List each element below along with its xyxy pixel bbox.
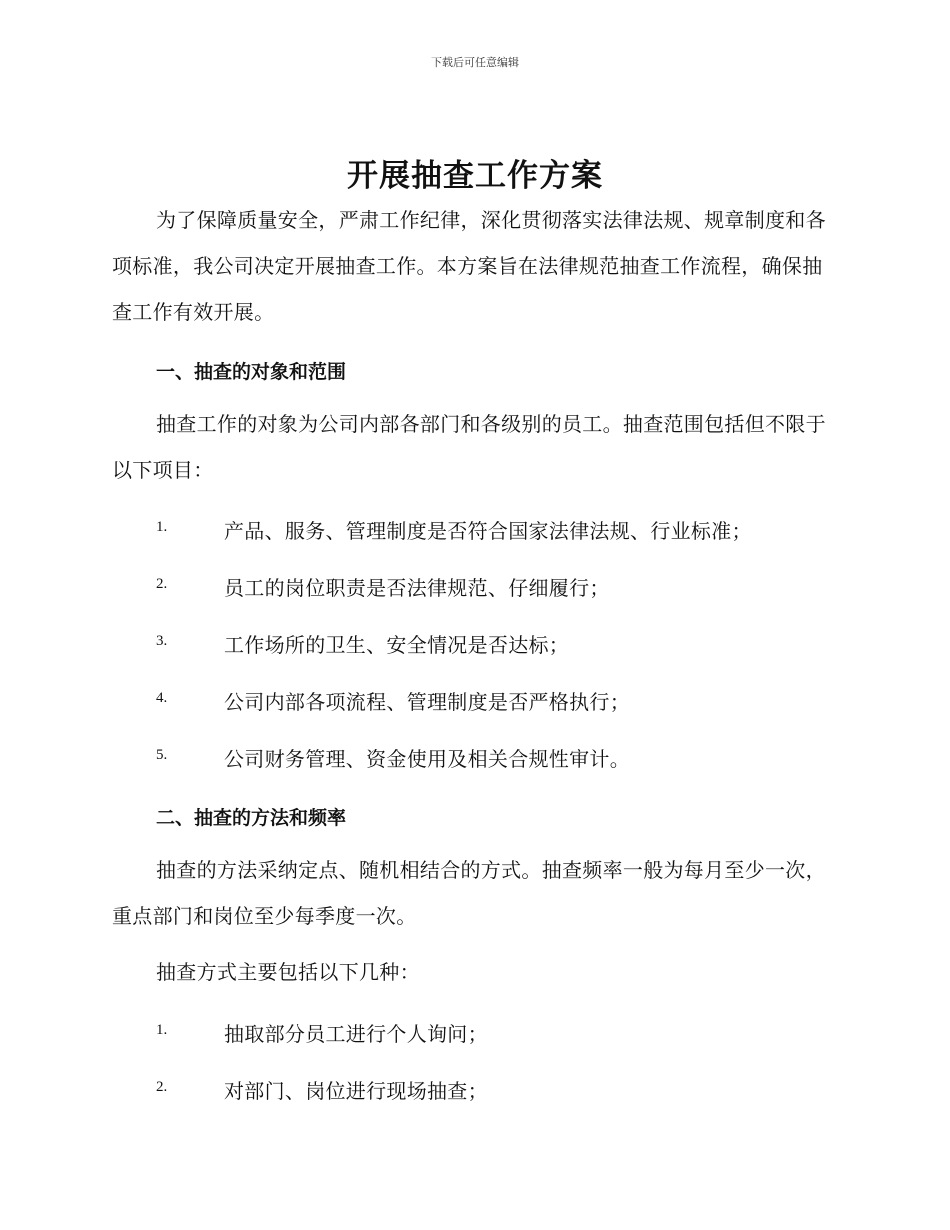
list-item-number: 1. [156,519,168,535]
list-item-text: 产品、服务、管理制度是否符合国家法律法规、行业标准； [224,519,752,543]
document-title: 开展抽查工作方案 [347,158,603,194]
list-item [156,1075,836,1105]
list-item-number: 1. [156,1022,168,1038]
list-item-text: 公司财务管理、资金使用及相关合规性审计。 [224,747,630,771]
list-item-text: 抽取部分员工进行个人询问； [224,1022,488,1046]
list-item [156,515,836,545]
list-item [156,629,836,659]
list-item-number: 2. [156,1079,168,1095]
page-header-note: 下载后可任意编辑 [431,56,519,69]
list-item-number: 5. [156,747,168,763]
intro-paragraph: 为了保障质量安全，严肃工作纪律，深化贯彻落实法律法规、规章制度和各项标准，我公司决定开展抽查工作。本方案旨在法律规范抽查工作流程，确保抽查工作有效开展。 [112,208,826,324]
section-1-heading: 一、抽查的对象和范围 [156,361,347,383]
list-item-number: 3. [156,633,168,649]
list-item-number: 2. [156,576,168,592]
list-item-number: 4. [156,690,168,706]
list-item-text: 对部门、岗位进行现场抽查； [224,1079,488,1103]
list-item-text: 员工的岗位职责是否法律规范、仔细履行； [224,576,610,600]
list-item [156,1018,836,1048]
list-item-text: 公司内部各项流程、管理制度是否严格执行； [224,690,630,714]
list-item [156,686,836,716]
section-2-heading: 二、抽查的方法和频率 [156,807,347,829]
section-2-methods-intro: 抽查方式主要包括以下几种： [156,960,420,984]
section-1-paragraph: 抽查工作的对象为公司内部各部门和各级别的员工。抽查范围包括但不限于以下项目： [112,412,826,482]
list-item [156,572,836,602]
list-item-text: 工作场所的卫生、安全情况是否达标； [224,633,570,657]
section-2-paragraph: 抽查的方法采纳定点、随机相结合的方式。抽查频率一般为每月至少一次，重点部门和岗位至少每季度一次。 [112,858,826,928]
list-item [156,743,836,773]
